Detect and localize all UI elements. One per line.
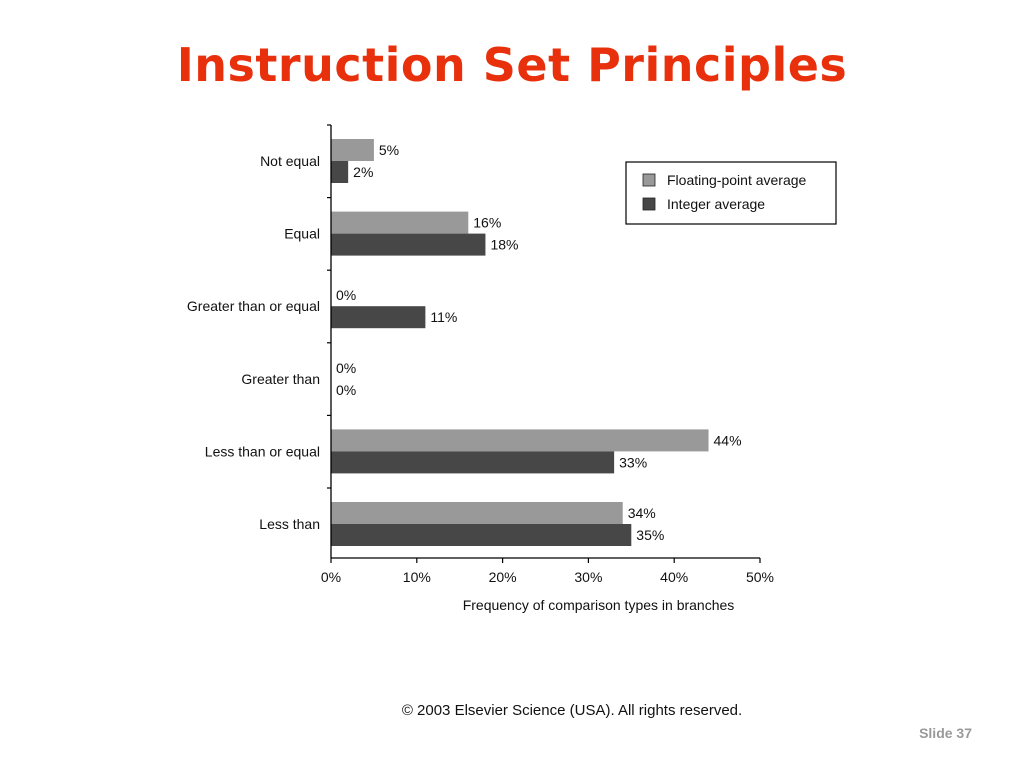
bar-value-label: 11%: [430, 309, 458, 326]
category-label: Less than: [259, 516, 320, 532]
bar-value-label: 18%: [490, 236, 519, 253]
x-tick-label: 30%: [574, 569, 603, 585]
bar-floating-point-0: [331, 139, 374, 161]
legend-label: Integer average: [667, 196, 766, 212]
copyright-notice: © 2003 Elsevier Science (USA). All rights reserved.: [401, 702, 743, 719]
bar-value-label: 16%: [473, 214, 502, 231]
bar-integer-4: [331, 451, 614, 473]
x-tick-label: 10%: [402, 569, 431, 585]
category-label: Equal: [284, 225, 320, 242]
bar-integer-0: [331, 161, 348, 183]
category-label: Not equal: [260, 153, 320, 169]
x-tick-label: 50%: [745, 569, 775, 585]
legend-swatch-integer: [643, 198, 655, 210]
bar-floating-point-4: [331, 429, 709, 451]
bar-integer-2: [331, 306, 425, 328]
bar-value-label: 0%: [336, 287, 357, 304]
bar-value-label: 0%: [336, 381, 357, 398]
bar-value-label: 5%: [378, 142, 400, 158]
bar-floating-point-5: [331, 502, 623, 524]
bar-value-label: 33%: [619, 454, 648, 471]
slide-number: Slide 37: [919, 725, 972, 741]
x-tick-label: 0%: [320, 569, 342, 585]
legend-swatch-floating-point: [643, 174, 655, 186]
x-tick-label: 20%: [488, 569, 517, 585]
bar-integer-1: [331, 234, 485, 256]
bar-value-label: 0%: [336, 359, 357, 376]
slide-title: Instruction Set Principles: [176, 38, 848, 92]
bar-value-label: 2%: [353, 164, 374, 180]
bar-value-label: 35%: [636, 527, 665, 543]
legend-label: Floating-point average: [667, 172, 807, 188]
category-label: Greater than or equal: [186, 298, 320, 315]
category-label: Less than or equal: [204, 443, 320, 460]
bar-value-label: 34%: [627, 505, 656, 521]
bar-floating-point-1: [331, 212, 468, 234]
category-label: Greater than: [241, 370, 320, 387]
x-axis-title: Frequency of comparison types in branches: [462, 597, 735, 613]
x-tick-label: 40%: [660, 569, 689, 585]
bar-integer-5: [331, 524, 631, 546]
bar-value-label: 44%: [713, 432, 742, 449]
